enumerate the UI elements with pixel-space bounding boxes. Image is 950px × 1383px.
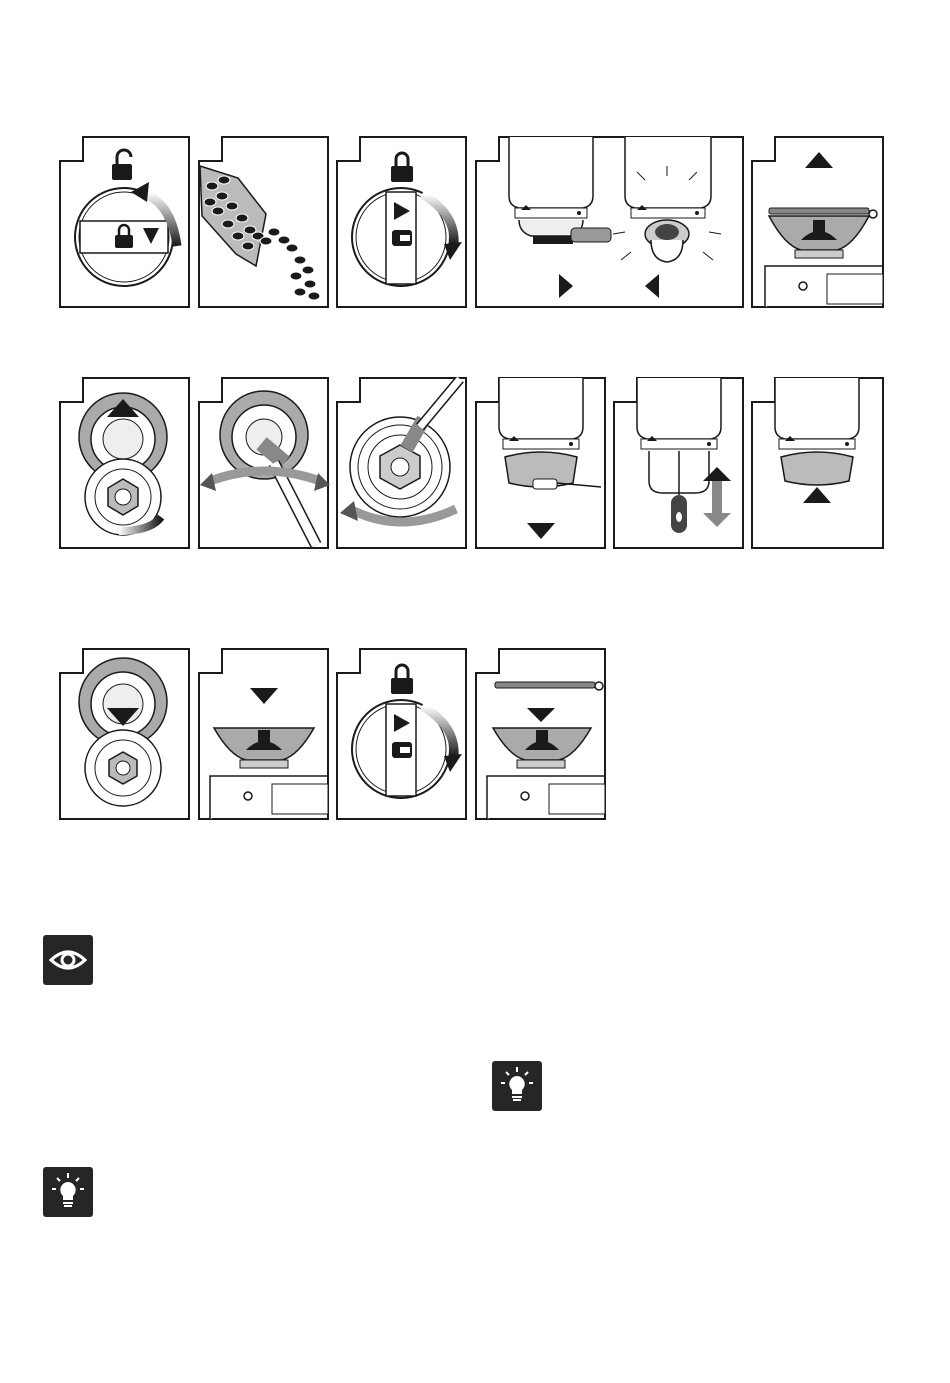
panel-refit-hopper [198,648,330,820]
panel-refit-upper-burr [59,648,191,820]
panel-remove-chute-brush [475,377,607,549]
panel-lock-hopper-again [336,648,468,820]
panel-refit-chute [751,377,885,549]
panel-lift-hopper-lid [751,136,885,308]
panel-unlock-hopper [59,136,191,308]
panel-remove-upper-burr [59,377,191,549]
panel-lock-hopper [336,136,468,308]
panel-refit-lid [475,648,607,820]
panel-brush-lower-burr [336,377,468,549]
unlock-icon [392,230,412,246]
panel-portafilter-insert-remove [475,136,745,308]
panel-brush-upper-burr [198,377,330,549]
panel-pour-beans [198,136,330,308]
lightbulb-icon [43,1167,93,1217]
panel-clean-chute [613,377,745,549]
eye-icon [43,935,93,985]
lightbulb-icon [492,1061,542,1111]
unlock-icon [392,742,412,758]
